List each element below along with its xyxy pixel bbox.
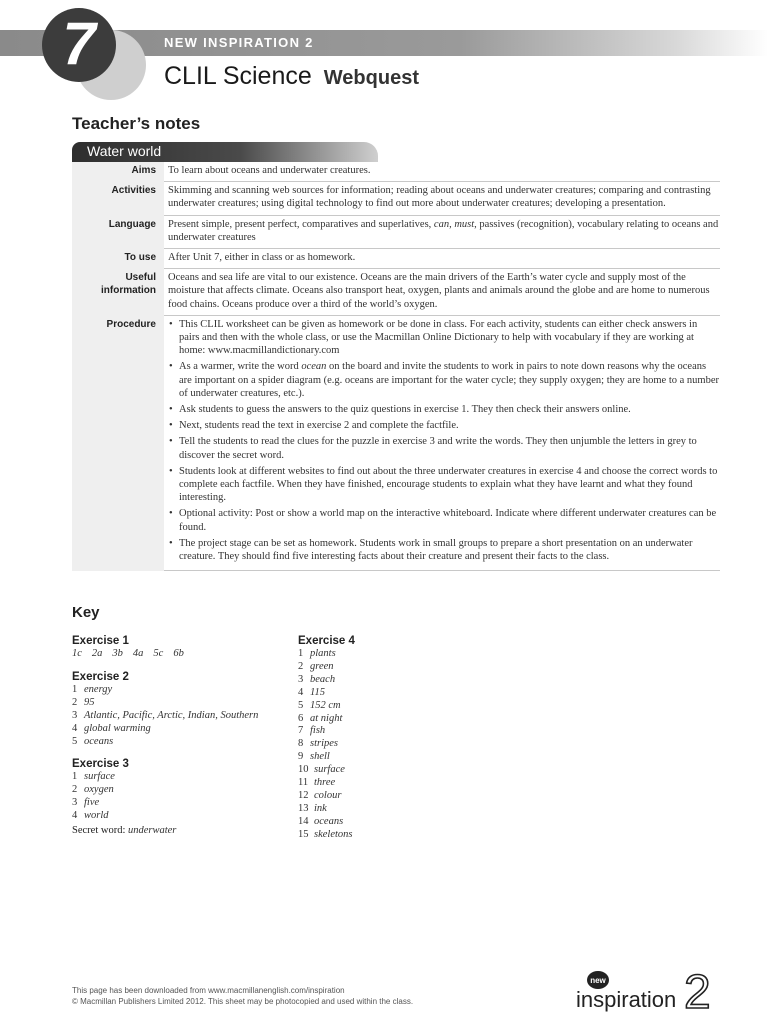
procedure-item-text-a: As a warmer, write the word <box>179 361 302 373</box>
answer-number: 9 <box>298 751 304 763</box>
answer-row <box>72 771 292 784</box>
answer-number: 13 <box>298 802 309 814</box>
answer: oceans <box>84 735 114 747</box>
exercise-4-title: Exercise 4 <box>298 635 355 647</box>
procedure-item <box>168 360 720 400</box>
footer <box>72 985 413 1007</box>
answer: energy <box>84 683 113 695</box>
row-value <box>164 316 720 571</box>
notes-row-activities <box>72 182 720 215</box>
answer: ink <box>314 802 327 814</box>
procedure-item-text-italic: ocean <box>301 361 327 373</box>
answer-number: 5 <box>298 699 304 711</box>
answer-row <box>298 738 518 751</box>
answer-row <box>72 723 292 736</box>
procedure-item: • This CLIL worksheet can be given as homework or be done in class. For each activity, students can either check answers in pairs and then with the whole class, or use the Macmillan Online Dictionary to help with vocabulary if they are working at home: www.macmillandictionary.com <box>168 318 720 358</box>
answer: five <box>84 797 100 809</box>
key-heading: Key <box>72 604 100 621</box>
answer-row <box>72 810 292 823</box>
page-title <box>164 62 419 91</box>
key-column-left <box>72 634 292 836</box>
answer-number: 2 <box>72 696 78 708</box>
answer: 3b <box>112 648 123 659</box>
row-label <box>72 269 164 316</box>
answer: 2a <box>91 648 103 659</box>
answer-row <box>298 648 518 661</box>
procedure-item: • Ask students to guess the answers to the quiz questions in exercise 1. They then check their answers online. <box>168 403 720 416</box>
answer-number: 4 <box>298 686 304 698</box>
answer: Atlantic, Pacific, Arctic, Indian, Southern <box>84 709 259 721</box>
row-label-line2: information <box>101 285 156 297</box>
row-value: After Unit 7, either in class or as homework. <box>164 249 720 269</box>
answer: stripes <box>310 738 339 750</box>
key-column-right <box>298 634 518 842</box>
answer-row <box>298 661 518 674</box>
language-text-italic: can, must <box>433 218 475 230</box>
exercise-2-title: Exercise 2 <box>72 670 129 683</box>
row-value <box>164 216 720 249</box>
row-label: Language <box>72 216 164 249</box>
footer-copyright: © Macmillan Publishers Limited 2012. This sheet may be photocopied and used within the class. <box>72 997 414 1006</box>
answer: global warming <box>84 722 151 734</box>
secret-word <box>72 825 292 836</box>
answer-row <box>72 797 292 810</box>
answer-number: 4 <box>72 722 78 734</box>
series-title: NEW INSPIRATION 2 <box>164 35 314 50</box>
row-label-line1: Useful <box>125 272 156 284</box>
answer-number: 1 <box>72 683 78 695</box>
answer-number: 6 <box>298 712 304 724</box>
row-label: To use <box>72 249 164 269</box>
logo-number: 2 <box>684 966 711 1012</box>
answer: surface <box>84 771 115 783</box>
answer: 4a <box>132 648 144 659</box>
answer: 5c <box>153 648 164 659</box>
row-label: Procedure <box>72 316 164 571</box>
answer-row <box>298 674 518 687</box>
unit-number: 7 <box>62 10 96 77</box>
row-value: To learn about oceans and underwater creatures. <box>164 162 720 182</box>
answer: world <box>84 810 109 822</box>
row-value: Skimming and scanning web sources for information; reading about oceans and underwater creatures; comparing and contrasting underwater creatures; using digital technology to find out more about underwater creatures; developing a presentation. <box>164 182 720 215</box>
row-label: Activities <box>72 182 164 215</box>
exercise-1-answers <box>72 648 292 661</box>
exercise-1-title: Exercise 1 <box>72 635 129 647</box>
procedure-item: • Next, students read the text in exercise 2 and complete the factfile. <box>168 419 720 432</box>
answer-row <box>298 687 518 700</box>
logo-badge-text: new <box>590 976 606 985</box>
answer: green <box>310 660 334 672</box>
secret-word-label: Secret word: <box>72 825 126 837</box>
teachers-notes-heading: Teacher’s notes <box>72 114 201 133</box>
procedure-list <box>168 318 720 563</box>
notes-row-language <box>72 216 720 249</box>
procedure-item: • The project stage can be set as homework. Students work in small groups to prepare a short presentation on an underwater creature. They should find five interesting facts about their creature and present their facts to the class. <box>168 537 720 563</box>
answer: three <box>314 777 336 789</box>
page-title-main: CLIL Science <box>164 62 312 90</box>
answer: 6b <box>173 648 184 659</box>
row-label: Aims <box>72 162 164 182</box>
answer-row <box>298 700 518 713</box>
answer-number: 3 <box>72 797 78 809</box>
notes-table <box>72 162 720 571</box>
answer-row <box>298 829 518 842</box>
exercise-3-title: Exercise 3 <box>72 758 129 771</box>
answer-row <box>72 697 292 710</box>
answer-row <box>298 725 518 738</box>
answer: beach <box>310 673 336 685</box>
answer-row <box>72 784 292 797</box>
inspiration-logo <box>576 962 726 1012</box>
section-title: Water world <box>87 143 162 159</box>
answer-number: 3 <box>72 709 78 721</box>
answer-row <box>298 777 518 790</box>
answer-number: 2 <box>72 784 78 796</box>
procedure-item-text-b: on the board and invite the students to work in pairs to note down reasons why the oceans are important on a spider diagram (e.g. oceans are important for the water cycle; they supply oxygen; they are home to a number of underwater creatures, etc.). <box>179 361 719 399</box>
answer-number: 3 <box>298 673 304 685</box>
answer-row <box>72 684 292 697</box>
answer-number: 1 <box>72 771 78 783</box>
answer: shell <box>310 751 330 763</box>
answer-number: 10 <box>298 764 309 776</box>
notes-row-to-use <box>72 249 720 269</box>
answer-number: 8 <box>298 738 304 750</box>
exercise-2-answers <box>72 684 292 749</box>
answer-number: 7 <box>298 725 304 737</box>
answer-row <box>298 803 518 816</box>
answer-row <box>72 710 292 723</box>
answer: surface <box>314 764 345 776</box>
answer: fish <box>310 725 326 737</box>
exercise-3-answers <box>72 771 292 823</box>
page-subtitle: Webquest <box>323 67 419 89</box>
logo-word: inspiration <box>576 987 677 1012</box>
language-text-a: Present simple, present perfect, comparatives and superlatives, <box>168 218 434 230</box>
answer-row <box>72 736 292 749</box>
answer-number: 12 <box>298 789 309 801</box>
language-text-b: , passives (recognition), vocabulary relating to oceans and underwater creatures <box>168 218 719 243</box>
answer: plants <box>310 648 336 659</box>
answer: colour <box>314 789 342 801</box>
answer-number: 11 <box>298 777 309 789</box>
answer: skeletons <box>314 828 353 840</box>
answer: oceans <box>314 815 344 827</box>
notes-row-procedure <box>72 316 720 571</box>
exercise-4-answers <box>298 648 518 842</box>
answer: 152 cm <box>310 699 341 711</box>
procedure-item: • Students look at different websites to find out about the three underwater creatures in exercise 4 and choose the correct words to complete each factfile. When they have finished, encourage students to explain what they have learnt and what they found interesting. <box>168 465 720 505</box>
answer-number: 5 <box>72 735 78 747</box>
notes-row-useful-information <box>72 269 720 316</box>
answer-number: 1 <box>298 648 304 659</box>
answer: at night <box>310 712 343 724</box>
answer-row <box>298 816 518 829</box>
answer-row <box>298 790 518 803</box>
answer-number: 4 <box>72 810 78 822</box>
answer-row <box>298 751 518 764</box>
notes-row-aims <box>72 162 720 182</box>
answer: 95 <box>84 696 95 708</box>
answer: oxygen <box>84 784 114 796</box>
answer-row <box>298 764 518 777</box>
procedure-item: • Optional activity: Post or show a world map on the interactive whiteboard. Indicate where different underwater creatures can be found. <box>168 507 720 533</box>
secret-word-value: underwater <box>127 825 177 837</box>
answer-row <box>298 713 518 726</box>
footer-download-note: This page has been downloaded from www.macmillanenglish.com/inspiration <box>72 986 345 995</box>
row-value: Oceans and sea life are vital to our existence. Oceans are the main drivers of the Earth’s water cycle and supply most of the moisture that affects climate. Oceans also transport heat, oxygen, plants and animals around the globe and are home to numerous food chains. Oceans produce over a third of the world’s oxygen. <box>164 269 720 316</box>
procedure-item: • Tell the students to read the clues for the puzzle in exercise 3 and write the words. They then unjumble the letters in grey to discover the secret word. <box>168 435 720 461</box>
answer-number: 15 <box>298 828 309 840</box>
answer: 115 <box>310 686 325 698</box>
answer-number: 2 <box>298 660 304 672</box>
answer: 1c <box>72 648 82 659</box>
answer-number: 14 <box>298 815 309 827</box>
